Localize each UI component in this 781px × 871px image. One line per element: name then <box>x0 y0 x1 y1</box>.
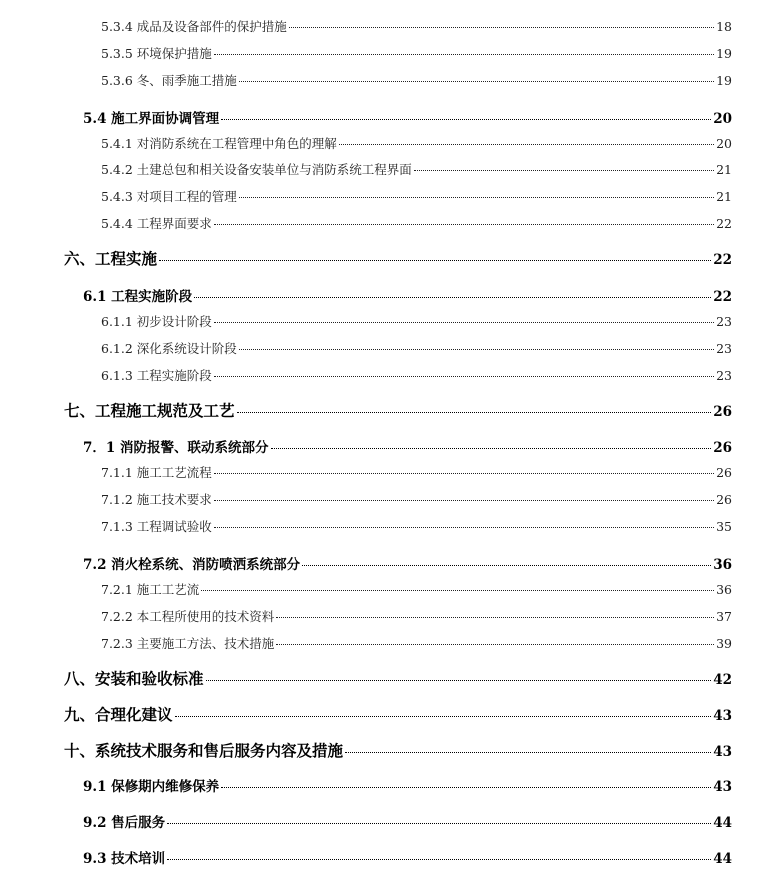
toc-entry[interactable] <box>64 667 732 689</box>
toc-entry-page: 26 <box>716 465 732 480</box>
toc-entry[interactable] <box>83 775 732 795</box>
dot-leader <box>271 448 712 449</box>
toc-entry-page: 22 <box>713 289 732 305</box>
toc-entry[interactable] <box>101 580 732 598</box>
toc-entry-page: 19 <box>716 73 732 88</box>
toc-entry-title: 7.1.3 工程调试验收 <box>101 519 212 534</box>
toc-entry-page: 20 <box>713 111 732 127</box>
toc-entry-page: 23 <box>716 368 732 383</box>
toc-entry-page: 19 <box>716 46 732 61</box>
toc-entry-title: 九、合理化建议 <box>64 705 173 724</box>
toc-entry-page: 37 <box>716 609 732 624</box>
toc-entry[interactable] <box>101 214 732 232</box>
dot-leader <box>239 81 714 82</box>
toc-entry-title: 5.4.4 工程界面要求 <box>101 216 212 231</box>
toc-entry[interactable] <box>83 107 732 127</box>
dot-leader <box>175 716 712 717</box>
toc-entry-page: 21 <box>716 162 732 177</box>
dot-leader <box>276 644 714 645</box>
toc-entry[interactable] <box>101 607 732 625</box>
toc-entry[interactable] <box>101 134 732 152</box>
toc-entry-page: 26 <box>716 492 732 507</box>
toc-entry-title: 7.2.3 主要施工方法、技术措施 <box>101 636 275 651</box>
dot-leader <box>159 260 711 261</box>
dot-leader <box>237 412 712 413</box>
toc-entry[interactable] <box>101 517 732 535</box>
dot-leader <box>214 322 714 323</box>
toc-entry-title: 6.1.3 工程实施阶段 <box>101 368 212 383</box>
toc-entry[interactable] <box>83 553 732 573</box>
toc-entry-title: 7.1.2 施工技术要求 <box>101 492 212 507</box>
toc-entry-page: 26 <box>713 440 732 456</box>
toc-entry-page: 23 <box>716 314 732 329</box>
toc-entry-title: 六、工程实施 <box>64 249 158 268</box>
toc-entry-title: 十、系统技术服务和售后服务内容及措施 <box>64 741 344 760</box>
toc-entry-title: 5.4.1 对消防系统在工程管理中角色的理解 <box>101 136 337 151</box>
toc-entry-title: 9.2 售后服务 <box>83 815 166 831</box>
toc-entry-title: 5.3.5 环境保护措施 <box>101 46 212 61</box>
toc-entry-title: 5.4 施工界面协调管理 <box>83 111 220 127</box>
toc-entry-page: 42 <box>713 672 732 688</box>
toc-entry-title: 5.4.2 土建总包和相关设备安装单位与消防系统工程界面 <box>101 162 412 177</box>
toc-entry[interactable] <box>64 703 732 725</box>
toc-entry[interactable] <box>101 339 732 357</box>
dot-leader <box>302 565 711 566</box>
toc-entry[interactable] <box>101 634 732 652</box>
toc-entry-page: 23 <box>716 341 732 356</box>
dot-leader <box>239 349 714 350</box>
dot-leader <box>345 752 711 753</box>
dot-leader <box>214 500 714 501</box>
toc-entry-page: 43 <box>713 744 732 760</box>
toc-entry-title: 八、安装和验收标准 <box>64 669 204 688</box>
toc-entry-page: 22 <box>713 252 732 268</box>
dot-leader <box>339 144 714 145</box>
toc-entry[interactable] <box>101 463 732 481</box>
toc-entry[interactable] <box>101 366 732 384</box>
dot-leader <box>167 823 711 824</box>
toc-entry-title: 6.1.2 深化系统设计阶段 <box>101 341 237 356</box>
toc-entry-page: 36 <box>716 582 732 597</box>
toc-entry[interactable] <box>83 847 732 867</box>
toc-entry[interactable] <box>101 160 732 178</box>
toc-entry-page: 35 <box>716 519 732 534</box>
toc-entry-title: 7.2.2 本工程所使用的技术资料 <box>101 609 275 624</box>
toc-entry-page: 44 <box>713 851 732 867</box>
toc-entry-page: 36 <box>713 557 732 573</box>
toc-entry-title: 7.2 消火栓系统、消防喷洒系统部分 <box>83 557 301 573</box>
dot-leader <box>201 590 714 591</box>
toc-entry-title: 5.3.6 冬、雨季施工措施 <box>101 73 237 88</box>
toc-entry[interactable] <box>83 436 732 456</box>
toc-entry[interactable] <box>83 811 732 831</box>
toc-entry[interactable] <box>101 17 732 35</box>
toc-entry[interactable] <box>101 187 732 205</box>
toc-entry-title: 7.1.1 施工工艺流程 <box>101 465 212 480</box>
toc-entry[interactable] <box>101 71 732 89</box>
toc-entry[interactable] <box>101 490 732 508</box>
toc-entry-page: 39 <box>716 636 732 651</box>
toc-entry[interactable] <box>64 399 732 421</box>
toc-entry[interactable] <box>64 739 732 761</box>
dot-leader <box>214 376 714 377</box>
toc-entry-page: 20 <box>716 136 732 151</box>
dot-leader <box>194 297 711 298</box>
dot-leader <box>239 197 714 198</box>
dot-leader <box>276 617 714 618</box>
toc-entry-page: 26 <box>713 404 732 420</box>
toc-entry-title: 7．1 消防报警、联动系统部分 <box>83 440 269 456</box>
toc-entry[interactable] <box>64 247 732 269</box>
dot-leader <box>414 170 714 171</box>
toc-entry-page: 21 <box>716 189 732 204</box>
dot-leader <box>221 119 711 120</box>
toc-entry-title: 七、工程施工规范及工艺 <box>64 401 235 420</box>
toc-entry[interactable] <box>83 285 732 305</box>
toc-entry-title: 9.3 技术培训 <box>83 851 166 867</box>
toc-entry-title: 9.1 保修期内维修保养 <box>83 779 220 795</box>
dot-leader <box>214 54 714 55</box>
toc-entry-title: 6.1 工程实施阶段 <box>83 289 193 305</box>
toc-entry-page: 22 <box>716 216 732 231</box>
dot-leader <box>214 527 714 528</box>
toc-entry[interactable] <box>101 312 732 330</box>
toc-entry[interactable] <box>101 44 732 62</box>
toc-entry-page: 43 <box>713 708 732 724</box>
dot-leader <box>214 224 714 225</box>
dot-leader <box>214 473 714 474</box>
toc-entry-page: 44 <box>713 815 732 831</box>
dot-leader <box>167 859 711 860</box>
toc-entry-page: 18 <box>716 19 732 34</box>
toc-entry-title: 6.1.1 初步设计阶段 <box>101 314 212 329</box>
toc-entry-title: 5.4.3 对项目工程的管理 <box>101 189 237 204</box>
dot-leader <box>206 680 712 681</box>
dot-leader <box>221 787 711 788</box>
toc-entry-page: 43 <box>713 779 732 795</box>
dot-leader <box>289 27 714 28</box>
toc-entry-title: 7.2.1 施工工艺流 <box>101 582 200 597</box>
toc-entry-title: 5.3.4 成品及设备部件的保护措施 <box>101 19 287 34</box>
